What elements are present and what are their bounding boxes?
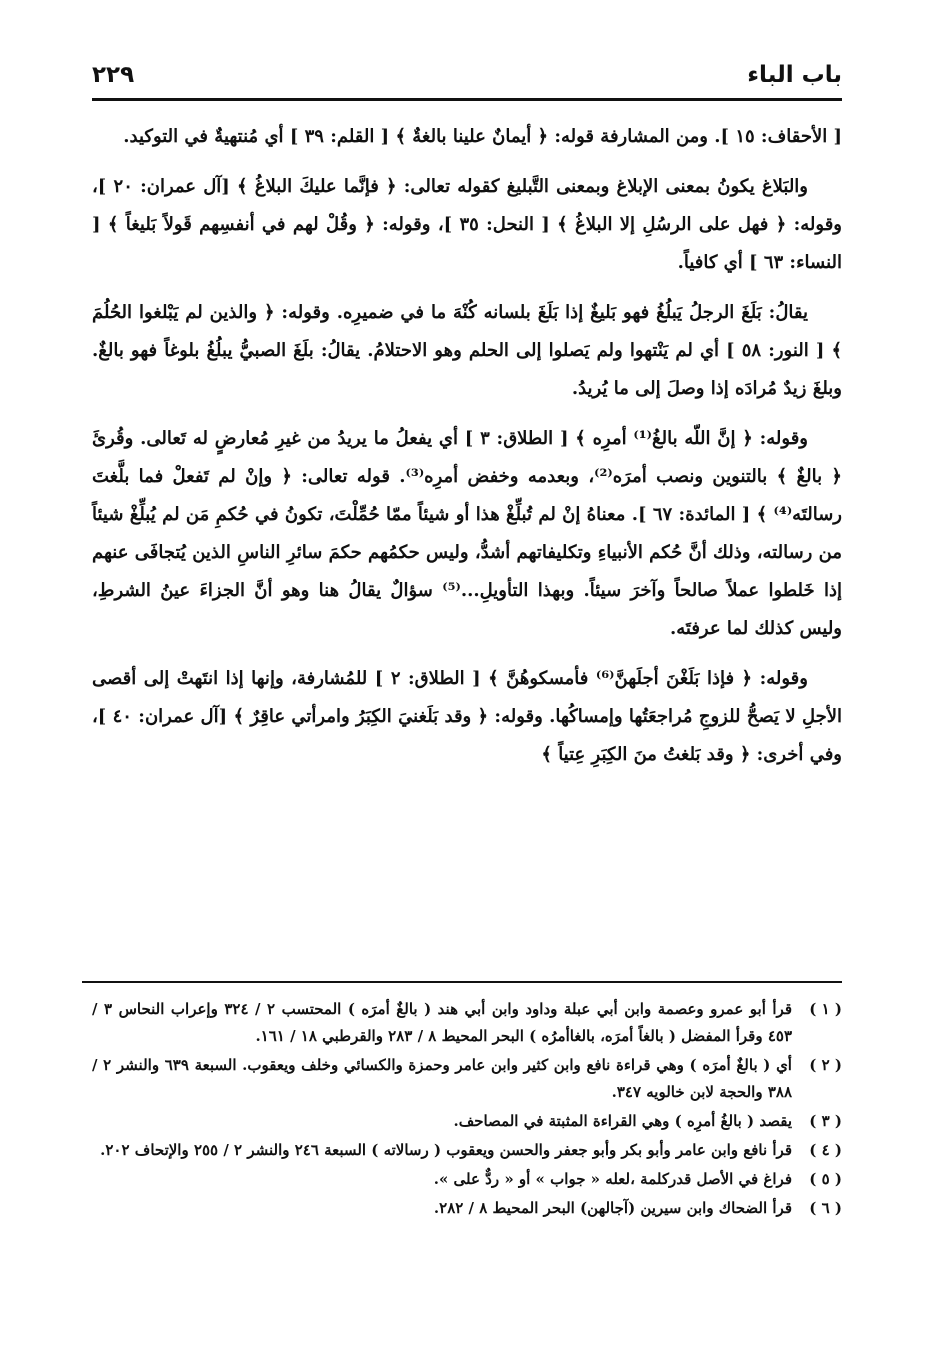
footnote-number: ( ٥ )	[809, 1170, 842, 1188]
page-header	[92, 56, 842, 100]
paragraph: وقوله: ﴿ إنَّ اللّه بالغُ⁽¹⁾ أمرِه ﴾ [ الطلاق: ٣ ] أي يفعلُ ما يريدُ من غيرِ مُعارضٍ له تَعالى. وقُرئَ ﴿ بالغٌ ﴾ بالتنوين ونصب أمرَه⁽²⁾، وبعدمه وخفض أمرِه⁽³⁾. قوله تعالى: ﴿ وإنْ لم تَفعلْ فما بلَّغتَ رسالتَه⁽⁴⁾ ﴾ [ المائدة: ٦٧ ]. معناهُ إنْ لم تُبلِّغْ هذا أو شيئاً ممّا حُمِّلْتَ، تكونُ في حُكمِ مَن لم يُبلِّغْ شيئاً من رسالته، وذلك أنَّ حُكم الأنبياءِ وتكليفاتهم أشدُّ، وليس حكمُهم حكمَ سائرِ الناسِ الذين يُتجافَى عنهم إذا خَلطوا عملاً صالحاً وآخرَ سيئاً. وبهذا التأويلِ...⁽⁵⁾ سؤالٌ يقالُ هنا وهو أنَّ الجزاءَ عينُ الشرطِ، وليس كذلك لما عرفتَه.	[92, 428, 842, 639]
footnote-text: يقصد ( بالغُ أمرِه ) وهي القراءة المثبتة في المصاحف.	[453, 1112, 792, 1130]
footnote-text: قرأ أبو عمرو وعصمة وابن أبي عبلة وداود وابن أبي هند ( بالغٌ أمرَه ) المحتسب ٢ / ٣٢٤ وإعراب النحاس ٣ / ٤٥٣ وقرأ المفضل ( بالغاً أمرَه، بالغاأمرُه ) البحر المحيط ٨ / ٢٨٣ والقرطبي ١٨ / ١٦١.	[92, 1000, 793, 1045]
footnote-text: قرأ الضحاك وابن سيرين (آجالهن) البحر المحيط ٨ / ٢٨٢.	[433, 1199, 792, 1217]
footnote	[92, 1137, 842, 1164]
paragraph: وقوله: ﴿ فإذا بَلَغْنَ أجلَهنَّ⁽⁶⁾ فأمسكوهُنَّ ﴾ [ الطلاق: ٢ ] للمُشارفة، وإنها إذا انتَهتْ إلى أقصى الأجلِ لا يَصحُّ للزوجِ مُراجعَتُها وإمساكُها. وقوله: ﴿ وقد بَلَغنيَ الكِبَرُ وامرأتي عاقِرٌ ﴾ [آل عمران: ٤٠ ]، وفي أخرى: ﴿ وقد بَلغتُ منَ الكِبَرِ عِتياً ﴾	[92, 668, 842, 765]
footnote	[92, 1052, 842, 1106]
footnote	[92, 996, 842, 1050]
paragraph: والبَلاغ يكونُ بمعنى الإبلاغ وبمعنى التَّبليغ كقوله تعالى: ﴿ فإنَّما عليكَ البلاغُ ﴾ [آل عمران: ٢٠ ]، وقوله: ﴿ فهل على الرسُلِ إلا البلاغُ ﴾ [ النحل: ٣٥ ]، وقوله: ﴿ وقُلْ لهم في أنفسِهم قَولاً بَليغاً ﴾ [ النساء: ٦٣ ] أي كافياً.	[92, 176, 842, 273]
footnote-rule	[82, 981, 842, 983]
page-number: ٢٢٩	[92, 62, 135, 88]
header-rule	[92, 98, 842, 101]
footnotes	[92, 996, 842, 1224]
footnote	[92, 1108, 842, 1135]
main-text	[92, 118, 842, 786]
footnote-text: قرأ نافع وابن عامر وأبو بكر وأبو جعفر والحسن ويعقوب ( رسالاته ) السبعة ٢٤٦ والنشر ٢ / ٢٥٥ والإتحاف ٢٠٢.	[100, 1141, 792, 1159]
footnote	[92, 1166, 842, 1193]
footnote-text: فراغ في الأصل قدركلمة ،لعله « جواب » أو « ردٌّ على ».	[433, 1170, 792, 1188]
footnote-text: أي ( بالغٌ أمرَه ) وهي قراءة نافع وابن كثير وابن عامر وحمزة والكسائي وخلف ويعقوب. السبعة ٦٣٩ والنشر ٢ / ٣٨٨ والحجة لابن خالويه ٣٤٧.	[92, 1056, 792, 1101]
footnote-number: ( ١ )	[809, 1000, 842, 1018]
footnote-number: ( ٢ )	[809, 1056, 842, 1074]
footnote-number: ( ٤ )	[809, 1141, 842, 1159]
footnote-number: ( ٦ )	[809, 1199, 842, 1217]
footnote	[92, 1195, 842, 1222]
chapter-title: باب الباء	[747, 62, 842, 88]
footnote-number: ( ٣ )	[809, 1112, 842, 1130]
paragraph: [ الأحقاف: ١٥ ]. ومن المشارفة قوله: ﴿ أيمانٌ علينا بالغةٌ ﴾ [ القلم: ٣٩ ] أي مُنتهيةٌ في التوكيد.	[123, 126, 842, 147]
paragraph: يقالُ: بَلَغَ الرجلُ يَبلُغُ فهو بَليغٌ إذا بَلَغَ بلسانه كُنْهَ ما في ضميرِه. وقوله: ﴿ والذين لم يَبْلغوا الحُلُمَ ﴾ [ النور: ٥٨ ] أي لم يَنْتهوا ولم يَصلوا إلى الحلم وهو الاحتلامُ. يقالُ: بلَغَ الصبيُّ يبلُغُ بلوغاً فهو بالغٌ. وبلغَ زيدٌ مُرادَه إذا وصلَ إلى ما يُريدُ.	[92, 302, 842, 399]
